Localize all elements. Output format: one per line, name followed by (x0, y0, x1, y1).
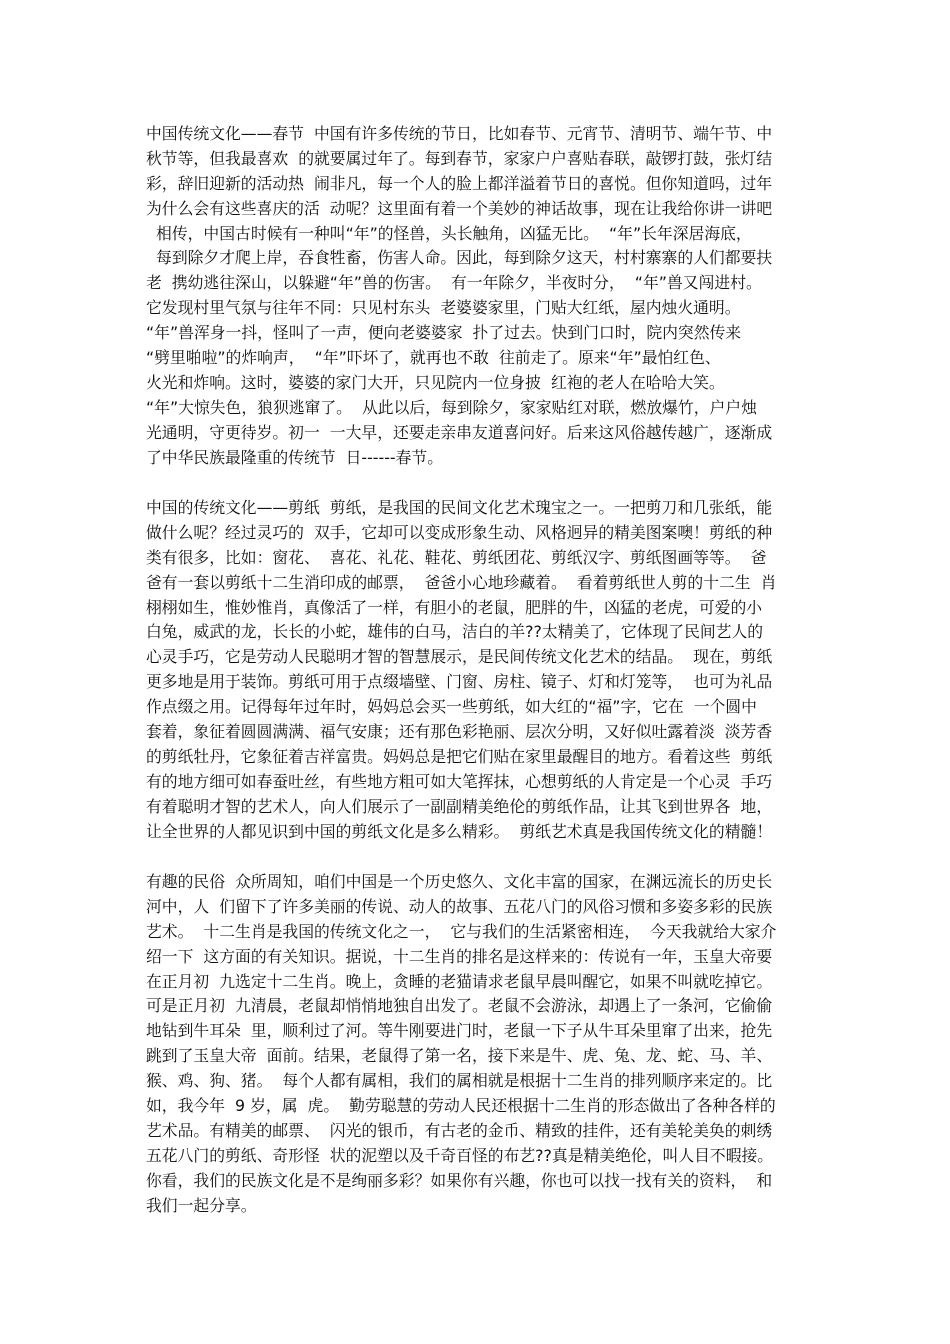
text-line: 类有很多，比如：窗花、 喜花、礼花、鞋花、剪纸团花、剪纸汉字、剪纸图画等等。 爸 (146, 547, 767, 567)
text-line: “劈里啪啦”的炸响声， “年”吓坏了，就再也不敢 往前走了。原来“年”最怕红色、 (146, 348, 721, 368)
text-line: 让全世界的人都见识到中国的剪纸文化是多么精彩。 剪纸艺术真是我国传统文化的精髓！ (146, 821, 773, 841)
text-line: “年”兽浑身一抖，怪叫了一声，便向老婆婆家 扑了过去。快到门口时，院内突然传来 (146, 323, 742, 343)
text-line: 中国的传统文化——剪纸 剪纸，是我国的民间文化艺术瑰宝之一。一把剪刀和几张纸，能 (146, 498, 773, 517)
text-line: 老 携幼逃往深山，以躲避“年”兽的伤害。 有一年除夕，半夜时分， “年”兽又闯进村。 (146, 273, 762, 293)
text-line: 猴、鸡、狗、猪。 每个人都有属相，我们的属相就是根据十二生肖的排列顺序来定的。比 (146, 1071, 773, 1091)
text-line: 中国传统文化——春节 中国有许多传统的节日，比如春节、元宵节、清明节、端午节、中 (146, 124, 773, 143)
paper-cutting-section (146, 496, 806, 844)
text-line: 在正月初 九选定十二生肖。晚上，贪睡的老猫请求老鼠早晨叫醒它，如果不叫就吃掉它。 (146, 971, 773, 991)
spring-festival-section (146, 122, 806, 470)
text-line: 你看，我们的民族文化是不是绚丽多彩？如果你有兴趣，你也可以找一找有关的资料， 和 (146, 1170, 773, 1190)
text-line: 栩栩如生，惟妙惟肖，真像活了一样，有胆小的老鼠，肥胖的牛，凶猛的老虎，可爱的小 (146, 597, 763, 617)
text-line: 相传，中国古时候有一种叫“年”的怪兽，头长触角，凶猛无比。 “年”长年深居海底， (146, 223, 752, 243)
text-line: 它发现村里气氛与往年不同：只见村东头 老婆婆家里，门贴大红纸，屋内烛火通明。 (146, 298, 741, 318)
text-line: 艺术品。有精美的邮票、 闪光的银币，有古老的金币、精致的挂件，还有美轮美奂的刺绣 (146, 1120, 773, 1140)
text-line: 有的地方细可如春蚕吐丝，有些地方粗可如大笔挥抹，心想剪纸的人肯定是一个心灵 手巧 (146, 771, 773, 791)
text-line: 秋节等，但我最喜欢 的就要属过年了。每到春节，家家户户喜贴春联，敲锣打鼓，张灯结 (146, 148, 773, 168)
text-line: 五花八门的剪纸、奇形怪 状的泥塑以及千奇百怪的布艺??真是精美绝伦，叫人目不暇接。 (146, 1145, 774, 1165)
text-line: 地钻到牛耳朵 里，顺利过了河。等牛刚要进门时，老鼠一下子从牛耳朵里窜了出来，抢先 (146, 1021, 773, 1041)
text-line: 的剪纸牡丹，它象征着吉祥富贵。妈妈总是把它们贴在家里最醒目的地方。看着这些 剪纸 (146, 746, 773, 766)
text-line: 如，我今年 9 岁，属 虎。 勤劳聪慧的劳动人民还根据十二生肖的形态做出了各种各样的 (146, 1096, 776, 1116)
text-line: 我们一起分享。 (146, 1195, 257, 1215)
text-line: 河中，人 们留下了许多美丽的传说、动人的故事、五花八门的风俗习惯和多姿多彩的民族 (146, 896, 773, 916)
text-line: 白兔，威武的龙，长长的小蛇，雄伟的白马，洁白的羊??太精美了，它体现了民间艺人的 (146, 622, 764, 642)
text-line: 爸有一套以剪纸十二生消印成的邮票， 爸爸小心地珍藏着。 看着剪纸世人剪的十二生 肖 (146, 572, 777, 592)
text-line: 为什么会有这些喜庆的活 动呢？这里面有着一个美妙的神话故事，现在让我给你讲一讲吧 (146, 198, 773, 218)
text-line: 每到除夕才爬上岸，吞食牲畜，伤害人命。因此，每到除夕这天，村村寨寨的人们都要扶 (146, 248, 773, 268)
text-line: 有趣的民俗 众所周知，咱们中国是一个历史悠久、文化丰富的国家，在渊远流长的历史长 (146, 872, 773, 891)
text-line: 跳到了玉皇大帝 面前。结果，老鼠得了第一名，接下来是牛、虎、兔、龙、蛇、马、羊、 (146, 1046, 773, 1066)
text-line: 光通明，守更待岁。初一 一大早，还要走亲串友道喜问好。后来这风俗越传越广，逐渐成 (146, 422, 773, 442)
text-line: 彩，辞旧迎新的活动热 闹非凡，每一个人的脸上都洋溢着节日的喜悦。但你知道吗，过年 (146, 173, 773, 193)
text-line: 心灵手巧，它是劳动人民聪明才智的智慧展示，是民间传统文化艺术的结晶。 现在，剪纸 (146, 647, 773, 667)
text-line: 套着，象征着圆圆满满、福气安康；还有那色彩艳丽、层次分明，又好似吐露着淡 淡芳香 (146, 722, 773, 742)
text-line: 有着聪明才智的艺术人，向人们展示了一副副精美绝伦的剪纸作品，让其飞到世界各 地， (146, 796, 773, 816)
text-line: 更多地是用于装饰。剪纸可用于点缀墙壁、门窗、房柱、镜子、灯和灯笼等， 也可为礼品 (146, 672, 773, 692)
text-line: 可是正月初 九清晨，老鼠却悄悄地独自出发了。老鼠不会游泳，却遇上了一条河，它偷偷 (146, 996, 773, 1016)
text-line: 绍一下 这方面的有关知识。据说，十二生肖的排名是这样来的：传说有一年，玉皇大帝要 (146, 946, 773, 966)
text-line: 艺术。 十二生肖是我国的传统文化之一， 它与我们的生活紧密相连， 今天我就给大家介 (146, 921, 777, 941)
folk-customs-section (146, 870, 806, 1218)
text-line: “年”大惊失色，狼狈逃窜了。 从此以后，每到除夕，家家贴红对联，燃放爆竹，户户烛 (146, 397, 757, 417)
text-line: 作点缀之用。记得每年过年时，妈妈总会买一些剪纸，如大红的“福”字，它在 一个圆中 (146, 697, 757, 717)
text-line: 火光和炸响。这时，婆婆的家门大开，只见院内一位身披 红袍的老人在哈哈大笑。 (146, 372, 725, 392)
text-line: 做什么呢？经过灵巧的 双手，它却可以变成形象生动、风格迥异的精美图案噢！剪纸的种 (146, 522, 773, 542)
text-line: 了中华民族最隆重的传统节 日------春节。 (146, 447, 443, 467)
